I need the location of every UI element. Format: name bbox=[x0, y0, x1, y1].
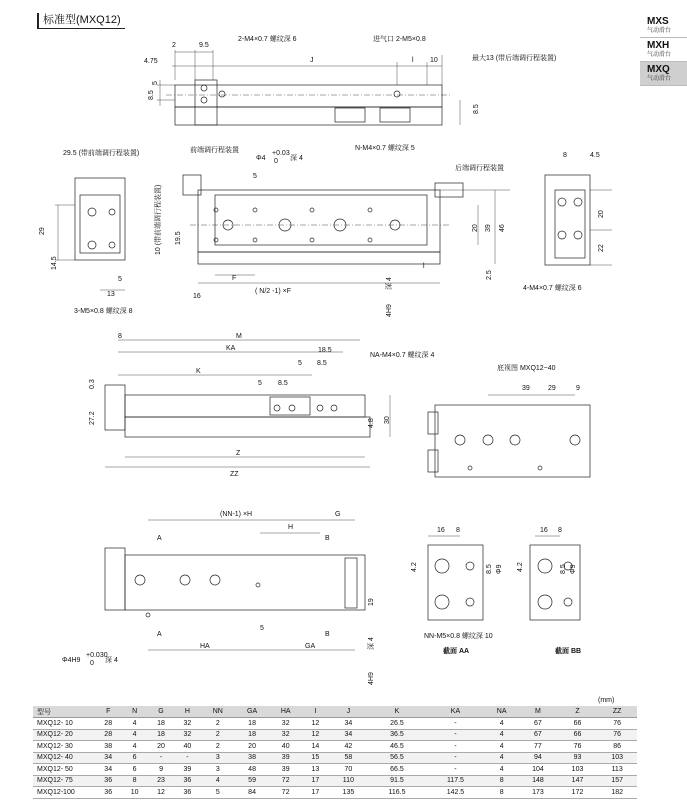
dim-label: 8.5 bbox=[560, 564, 567, 574]
dim-label: 19 bbox=[368, 598, 375, 606]
table-cell: 4 bbox=[485, 718, 518, 730]
dim-label: 13 bbox=[107, 291, 115, 298]
dim-label: 5 bbox=[118, 276, 122, 283]
table-cell: MXQ12- 40 bbox=[33, 752, 95, 764]
dim-label: NN-M5×0.8 螺纹深 10 bbox=[424, 633, 493, 640]
dim-label: 5 bbox=[258, 380, 262, 387]
table-cell: 12 bbox=[148, 787, 174, 799]
dim-label: +0.03 bbox=[272, 150, 290, 157]
dim-label: NA-M4×0.7 螺纹深 4 bbox=[370, 352, 435, 359]
dim-label: 19.5 bbox=[175, 231, 182, 245]
table-cell: 66.5 bbox=[368, 764, 426, 776]
table-header: ZZ bbox=[597, 706, 637, 718]
sidebar-item-sub: 气动滑台 bbox=[647, 52, 672, 58]
dim-label: 20 bbox=[598, 210, 605, 218]
dim-label: 39 bbox=[485, 224, 492, 232]
table-cell: - bbox=[426, 764, 485, 776]
dim-label: 9.5 bbox=[199, 42, 209, 49]
table-cell: 66 bbox=[558, 729, 598, 741]
table-cell: 34 bbox=[329, 718, 369, 730]
table-row bbox=[33, 775, 637, 787]
dim-label: G bbox=[335, 511, 341, 518]
table-cell: - bbox=[426, 718, 485, 730]
dim-label: 39 bbox=[522, 385, 530, 392]
dimension-table bbox=[33, 706, 637, 799]
top-view bbox=[157, 50, 460, 125]
dim-label: 深 4 bbox=[368, 637, 375, 650]
table-cell: 23 bbox=[148, 775, 174, 787]
table-cell: - bbox=[426, 741, 485, 753]
dim-label: 46 bbox=[499, 224, 506, 232]
table-cell: 3 bbox=[201, 764, 235, 776]
table-cell: 86 bbox=[597, 741, 637, 753]
dim-label: 3-M5×0.8 螺纹深 8 bbox=[74, 308, 133, 315]
dim-label: 4H9 bbox=[386, 304, 393, 317]
table-cell: 14 bbox=[302, 741, 328, 753]
table-cell: 12 bbox=[302, 718, 328, 730]
dim-label: 8.5 bbox=[278, 380, 288, 387]
dim-label: +0.030 bbox=[86, 652, 108, 659]
dim-label: Φ9 bbox=[570, 564, 577, 574]
lower-view bbox=[105, 340, 390, 467]
sidebar-item-sub: 气动滑台 bbox=[647, 76, 672, 82]
table-cell: 67 bbox=[518, 729, 558, 741]
table-cell: 4 bbox=[121, 718, 147, 730]
dim-label: 14.5 bbox=[51, 256, 58, 270]
table-cell: 36 bbox=[95, 787, 121, 799]
section-aa bbox=[428, 536, 483, 620]
sidebar-item-label: MXQ bbox=[647, 64, 670, 75]
table-cell: 18 bbox=[148, 729, 174, 741]
dim-label: 16 bbox=[540, 527, 548, 534]
table-cell: 40 bbox=[269, 741, 302, 753]
table-cell: 4 bbox=[201, 775, 235, 787]
sidebar-item-sub: 气动滑台 bbox=[647, 28, 672, 34]
table-cell: 8 bbox=[485, 775, 518, 787]
dim-label: M bbox=[236, 333, 242, 340]
dim-label: 10 (带前端调行程装置) bbox=[155, 184, 162, 255]
dim-label: 0 bbox=[90, 660, 94, 667]
dim-label: 22 bbox=[598, 244, 605, 252]
dim-label: 10 bbox=[430, 57, 438, 64]
table-cell: 76 bbox=[558, 741, 598, 753]
table-cell: MXQ12- 20 bbox=[33, 729, 95, 741]
table-header: J bbox=[329, 706, 369, 718]
table-cell: 76 bbox=[597, 729, 637, 741]
table-header: 型号 bbox=[33, 706, 95, 718]
dim-label: 最大13 (带后端调行程装置) bbox=[472, 55, 557, 62]
table-cell: 18 bbox=[148, 718, 174, 730]
dim-label: 4.2 bbox=[411, 562, 418, 572]
table-cell: 13 bbox=[302, 764, 328, 776]
table-cell: 135 bbox=[329, 787, 369, 799]
table-header: I bbox=[302, 706, 328, 718]
sidebar-item-label: MXH bbox=[647, 40, 670, 51]
table-cell: 173 bbox=[518, 787, 558, 799]
dim-label: Z bbox=[236, 450, 241, 457]
table-cell: 26.5 bbox=[368, 718, 426, 730]
table-cell: 20 bbox=[148, 741, 174, 753]
table-cell: 6 bbox=[121, 752, 147, 764]
table-cell: 17 bbox=[302, 787, 328, 799]
table-header: M bbox=[518, 706, 558, 718]
dim-label: 2.5 bbox=[486, 270, 493, 280]
dim-label: 4.75 bbox=[144, 58, 158, 65]
table-cell: 18 bbox=[235, 718, 269, 730]
table-cell: 67 bbox=[518, 718, 558, 730]
table-cell: 148 bbox=[518, 775, 558, 787]
table-cell: 5 bbox=[201, 787, 235, 799]
table-cell: - bbox=[174, 752, 200, 764]
table-cell: 4 bbox=[485, 764, 518, 776]
dim-label: 8.5 bbox=[148, 90, 155, 100]
table-cell: 72 bbox=[269, 787, 302, 799]
table-cell: MXQ12- 10 bbox=[33, 718, 95, 730]
table-header: N bbox=[121, 706, 147, 718]
table-cell: 4 bbox=[485, 741, 518, 753]
dim-label: N-M4×0.7 螺纹深 5 bbox=[355, 145, 415, 152]
dim-label: 后端调行程装置 bbox=[455, 165, 504, 172]
table-cell: 39 bbox=[269, 752, 302, 764]
table-row bbox=[33, 718, 637, 730]
table-cell: 113 bbox=[597, 764, 637, 776]
table-cell: 76 bbox=[597, 718, 637, 730]
table-cell: MXQ12- 30 bbox=[33, 741, 95, 753]
table-cell: 12 bbox=[302, 729, 328, 741]
dim-label: 4-M4×0.7 螺纹深 6 bbox=[523, 285, 582, 292]
dim-label: 18.5 bbox=[318, 347, 332, 354]
table-cell: 34 bbox=[95, 752, 121, 764]
dim-label: A bbox=[157, 535, 162, 542]
table-header: F bbox=[95, 706, 121, 718]
table-cell: 38 bbox=[235, 752, 269, 764]
table-cell: 20 bbox=[235, 741, 269, 753]
dim-label: 9 bbox=[576, 385, 580, 392]
table-cell: 46.5 bbox=[368, 741, 426, 753]
table-cell: 56.5 bbox=[368, 752, 426, 764]
table-cell: 39 bbox=[174, 764, 200, 776]
table-cell: 36 bbox=[174, 775, 200, 787]
table-cell: 28 bbox=[95, 729, 121, 741]
table-cell: 6 bbox=[121, 764, 147, 776]
table-cell: 70 bbox=[329, 764, 369, 776]
table-cell: MXQ12-100 bbox=[33, 787, 95, 799]
table-cell: 72 bbox=[269, 775, 302, 787]
table-cell: 84 bbox=[235, 787, 269, 799]
table-cell: 116.5 bbox=[368, 787, 426, 799]
table-cell: 2 bbox=[201, 729, 235, 741]
dim-label: 进气口 2-M5×0.8 bbox=[373, 36, 426, 43]
dim-label: B bbox=[325, 631, 330, 638]
table-cell: 2 bbox=[201, 718, 235, 730]
dim-label: GA bbox=[305, 643, 316, 650]
dim-label: 29.5 (带前端调行程装置) bbox=[63, 150, 140, 157]
dim-label: 前端调行程装置 bbox=[190, 147, 239, 154]
table-cell: 4 bbox=[121, 741, 147, 753]
table-header: GA bbox=[235, 706, 269, 718]
dim-label: 底视图 MXQ12−40 bbox=[497, 365, 556, 372]
table-cell: 36 bbox=[174, 787, 200, 799]
table-row bbox=[33, 764, 637, 776]
table-row bbox=[33, 787, 637, 799]
table-row bbox=[33, 752, 637, 764]
dim-label: 4H9 bbox=[368, 672, 375, 685]
table-cell: 58 bbox=[329, 752, 369, 764]
dim-label: l bbox=[412, 57, 414, 64]
dim-label: 5 bbox=[152, 81, 159, 85]
table-cell: 32 bbox=[269, 729, 302, 741]
units-label: (mm) bbox=[598, 697, 615, 704]
table-cell: 39 bbox=[269, 764, 302, 776]
table-cell: 4 bbox=[485, 729, 518, 741]
dim-label: A bbox=[157, 631, 162, 638]
table-cell: 157 bbox=[597, 775, 637, 787]
table-header-row bbox=[33, 706, 637, 718]
dim-label: 8 bbox=[118, 333, 122, 340]
sidebar-item-label: MXS bbox=[647, 16, 669, 27]
table-cell: 103 bbox=[558, 764, 598, 776]
dim-label: J bbox=[310, 57, 314, 64]
table-cell: 36 bbox=[95, 775, 121, 787]
table-header: K bbox=[368, 706, 426, 718]
section-bb bbox=[530, 536, 580, 620]
table-cell: 4 bbox=[121, 729, 147, 741]
table-cell: 38 bbox=[95, 741, 121, 753]
dim-label: (NN-1) ×H bbox=[220, 511, 253, 518]
dim-label: H bbox=[288, 524, 294, 531]
table-cell: 42 bbox=[329, 741, 369, 753]
dim-label: KA bbox=[226, 345, 236, 352]
dim-label: Φ4H9 bbox=[62, 657, 81, 664]
dim-label: 16 bbox=[437, 527, 445, 534]
table-cell: 2 bbox=[201, 741, 235, 753]
dim-label: HA bbox=[200, 643, 210, 650]
table-header: G bbox=[148, 706, 174, 718]
table-body bbox=[33, 718, 637, 799]
dim-label: 27.2 bbox=[89, 411, 96, 425]
dim-label: 深 4 bbox=[290, 155, 303, 162]
table-cell: 147 bbox=[558, 775, 598, 787]
table-cell: 34 bbox=[95, 764, 121, 776]
table-cell: 142.5 bbox=[426, 787, 485, 799]
table-cell: 77 bbox=[518, 741, 558, 753]
table-header: KA bbox=[426, 706, 485, 718]
table-cell: 36.5 bbox=[368, 729, 426, 741]
table-cell: 104 bbox=[518, 764, 558, 776]
table-cell: 59 bbox=[235, 775, 269, 787]
table-header: Z bbox=[558, 706, 598, 718]
table-cell: 8 bbox=[121, 775, 147, 787]
table-cell: 48 bbox=[235, 764, 269, 776]
dim-label: 5 bbox=[260, 625, 264, 632]
dim-label: K bbox=[196, 368, 201, 375]
dim-label: Φ9 bbox=[496, 564, 503, 574]
section-title: 截面 AA bbox=[443, 648, 470, 655]
table-cell: 15 bbox=[302, 752, 328, 764]
dim-label: Φ4 bbox=[256, 155, 266, 162]
dim-label: ( N/2 -1) ×F bbox=[255, 288, 291, 295]
table-cell: 182 bbox=[597, 787, 637, 799]
table-cell: 17 bbox=[302, 775, 328, 787]
table-cell: - bbox=[148, 752, 174, 764]
table-header: NN bbox=[201, 706, 235, 718]
dim-label: 深 4 bbox=[105, 657, 118, 664]
dim-label: 2 bbox=[172, 42, 176, 49]
table-row bbox=[33, 729, 637, 741]
table-cell: 91.5 bbox=[368, 775, 426, 787]
page-title: 标准型(MXQ12) bbox=[37, 13, 125, 29]
dim-label: 2-M4×0.7 螺纹深 6 bbox=[238, 36, 297, 43]
table-cell: 110 bbox=[329, 775, 369, 787]
dim-label: 29 bbox=[39, 227, 46, 235]
table-cell: - bbox=[426, 729, 485, 741]
table-cell: 66 bbox=[558, 718, 598, 730]
dim-label: 0 bbox=[274, 158, 278, 165]
dim-label: ZZ bbox=[230, 471, 239, 478]
dim-label: l bbox=[423, 263, 425, 270]
table-header: NA bbox=[485, 706, 518, 718]
dim-label: 深 4 bbox=[386, 277, 393, 290]
dim-label: 5 bbox=[253, 173, 257, 180]
table-cell: 3 bbox=[201, 752, 235, 764]
table-header: HA bbox=[269, 706, 302, 718]
dim-label: 4.2 bbox=[517, 562, 524, 572]
dim-label: 30 bbox=[384, 416, 391, 424]
dim-label: 5 bbox=[298, 360, 302, 367]
table-cell: 103 bbox=[597, 752, 637, 764]
table-cell: 40 bbox=[174, 741, 200, 753]
table-cell: 93 bbox=[558, 752, 598, 764]
dim-label: 8 bbox=[456, 527, 460, 534]
table-row bbox=[33, 741, 637, 753]
table-cell: - bbox=[426, 752, 485, 764]
middle-view bbox=[183, 175, 510, 283]
dim-label: 8.5 bbox=[317, 360, 327, 367]
table-cell: 28 bbox=[95, 718, 121, 730]
table-cell: 8 bbox=[485, 787, 518, 799]
bottom-view bbox=[428, 395, 590, 477]
dim-label: B bbox=[325, 535, 330, 542]
table-cell: 32 bbox=[174, 729, 200, 741]
dim-label: 8.5 bbox=[473, 104, 480, 114]
dim-label: 8 bbox=[558, 527, 562, 534]
dim-label: 4.8 bbox=[368, 418, 375, 428]
table-cell: 34 bbox=[329, 729, 369, 741]
dim-label: 20 bbox=[472, 224, 479, 232]
left-side-view bbox=[55, 178, 125, 290]
section-title: 截面 BB bbox=[555, 648, 582, 655]
dim-label: 8.5 bbox=[486, 564, 493, 574]
table-cell: 172 bbox=[558, 787, 598, 799]
dim-label: 8 bbox=[563, 152, 567, 159]
table-header: H bbox=[174, 706, 200, 718]
dim-label: 16 bbox=[193, 293, 201, 300]
table-cell: 10 bbox=[121, 787, 147, 799]
table-cell: MXQ12- 50 bbox=[33, 764, 95, 776]
dim-label: 29 bbox=[548, 385, 556, 392]
table-cell: 32 bbox=[174, 718, 200, 730]
table-cell: 94 bbox=[518, 752, 558, 764]
table-cell: 4 bbox=[485, 752, 518, 764]
dim-label: 0.3 bbox=[89, 379, 96, 389]
table-cell: 117.5 bbox=[426, 775, 485, 787]
dim-label: 4.5 bbox=[590, 152, 600, 159]
table-cell: 18 bbox=[235, 729, 269, 741]
dim-label: F bbox=[232, 275, 237, 282]
table-cell: 32 bbox=[269, 718, 302, 730]
table-cell: 9 bbox=[148, 764, 174, 776]
table-cell: MXQ12- 75 bbox=[33, 775, 95, 787]
